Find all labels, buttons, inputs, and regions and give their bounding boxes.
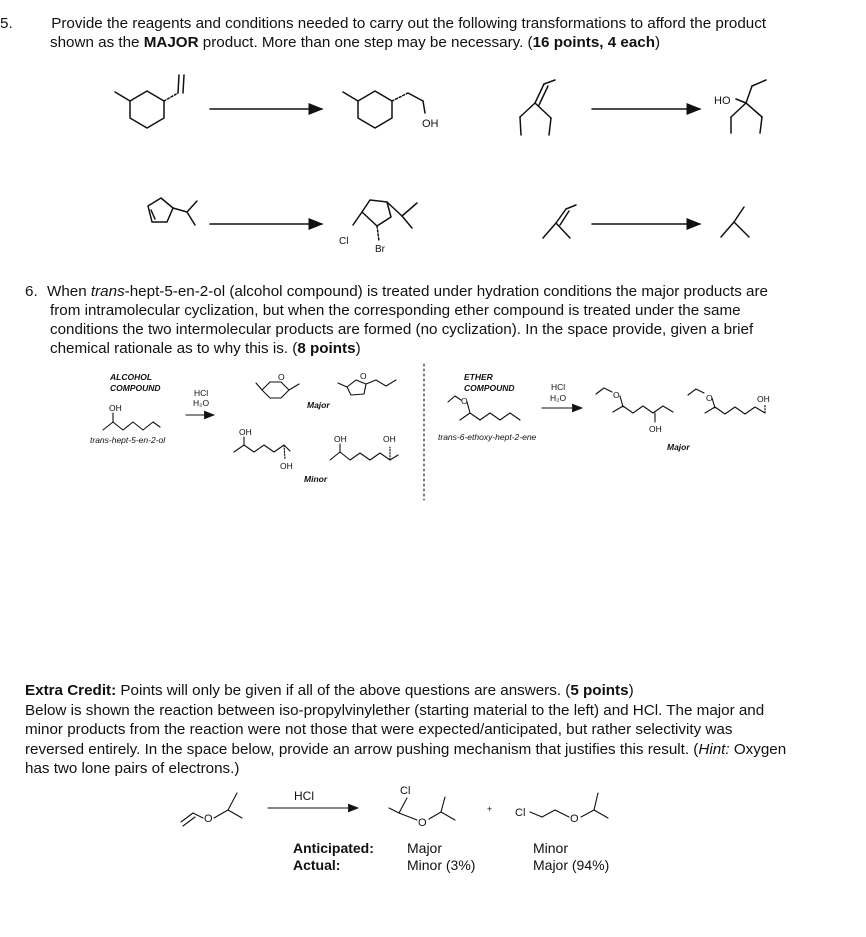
alcohol-minor-label: Minor <box>304 474 328 484</box>
q5-reaction1-product <box>343 91 425 128</box>
ether-major-product-2 <box>688 389 765 414</box>
q5-oh-label-1: OH <box>422 118 439 130</box>
product1-anticipated: Major <box>407 840 443 856</box>
ether-compound-structure <box>448 396 520 420</box>
q6-line1a: When <box>47 283 91 300</box>
major-product-tetrahydropyran <box>256 382 299 398</box>
actual-label: Actual: <box>293 857 341 873</box>
q5-reaction4-reactant <box>543 205 576 238</box>
q5-reaction3-product <box>353 200 417 241</box>
ec-line4a: reversed entirely. In the space below, provide an arrow pushing mechanism that justifies this result. ( <box>25 740 699 758</box>
ec-product1-cl-label: Cl <box>400 785 411 797</box>
q5-reaction2-product <box>731 80 766 133</box>
major-product-tetrahydrofuran <box>338 380 396 395</box>
q5-major-emphasis: MAJOR <box>143 34 199 51</box>
ec-line1: Points will only be given if all of the above questions are answers. ( <box>116 682 571 699</box>
ether-reagent-1: HCl <box>551 382 566 392</box>
alcohol-reagent-1: HCl <box>194 388 209 398</box>
alcohol-oh-label: OH <box>109 403 122 413</box>
ec-reagent-hcl: HCl <box>294 789 314 803</box>
q5-reaction4-product <box>721 207 749 237</box>
question-number: 5. <box>0 15 13 32</box>
q6-trans-italic: trans <box>90 283 125 300</box>
ec-plus-sign: + <box>487 804 493 814</box>
ether-product2-o-label: O <box>706 393 713 403</box>
q6-line3: conditions the two intermolecular products are formed (no cyclization). In the space provide, given a brief <box>50 321 754 338</box>
result-row-labels <box>293 840 374 874</box>
ec-product1-o-label: O <box>418 817 427 829</box>
ether-major-label: Major <box>667 442 690 452</box>
alcohol-reagent-2: H₂O <box>193 398 210 408</box>
q5-cl-label: Cl <box>339 236 349 247</box>
q5-line1: Provide the reagents and conditions needed to carry out the following transformations to afford the product <box>51 15 767 32</box>
product1-results <box>407 840 475 874</box>
ec-line4b: Oxygen <box>729 740 787 758</box>
diol2-oh-left: OH <box>334 434 347 444</box>
extra-credit-text <box>25 681 840 779</box>
question-number: 6. <box>25 283 38 300</box>
alcohol-major-label: Major <box>307 400 330 410</box>
extra-credit-title: Extra Credit: <box>25 682 117 699</box>
ec-points: 5 points <box>570 682 629 699</box>
alcohol-title-2: COMPOUND <box>110 383 161 393</box>
q5-ho-label: HO <box>714 95 731 107</box>
product1-actual: Minor (3%) <box>407 857 476 873</box>
q5-reaction2-reactant <box>520 80 555 135</box>
q6-points: 8 points <box>297 340 356 357</box>
minor-product-diol-1 <box>234 437 290 459</box>
product-beta-chloro-ether <box>530 793 608 818</box>
thf-o-label: O <box>360 371 367 381</box>
ether-title-2: COMPOUND <box>464 383 515 393</box>
ec-product2-o-label: O <box>570 813 579 825</box>
product2-results <box>533 840 609 874</box>
q6-line1b: -hept-5-en-2-ol (alcohol compound) is treated under hydration conditions the major products are <box>124 283 768 300</box>
ec-hint-italic: Hint: <box>698 740 730 758</box>
ether-reagent-2: H₂O <box>550 393 567 403</box>
diol1-oh-top: OH <box>239 427 252 437</box>
ether-major-product-1 <box>596 388 673 422</box>
q5-line2-end: ) <box>654 34 661 51</box>
ec-reactant-o-label: O <box>204 813 213 825</box>
ec-line3: minor products from the reaction were not those that were expected/anticipated, but rather selectivity was <box>25 721 733 738</box>
ether-product1-oh-label: OH <box>649 424 662 434</box>
diol1-oh-bottom: OH <box>280 461 293 471</box>
q6-line4c: ) <box>355 340 361 357</box>
q6-line2: from intramolecular cyclization, but when the corresponding ether compound is treated under the same <box>50 302 741 319</box>
ec-product2-cl-label: Cl <box>515 807 526 819</box>
q5-reaction1-reactant <box>115 75 184 128</box>
minor-product-diol-2 <box>330 444 398 460</box>
ec-line1c: ) <box>628 682 634 699</box>
ether-title-1: ETHER <box>464 372 493 382</box>
ether-product2-oh-label: OH <box>757 394 770 404</box>
ether-product1-o-label: O <box>613 390 620 400</box>
diol2-oh-right: OH <box>383 434 396 444</box>
anticipated-label: Anticipated: <box>293 840 374 856</box>
ec-line2: Below is shown the reaction between iso-propylvinylether (starting material to the left) and HCl. The major and <box>25 701 765 719</box>
thp-o-label: O <box>278 372 285 382</box>
q5-br-label: Br <box>375 244 385 255</box>
product2-actual: Major (94%) <box>533 857 610 873</box>
ether-name: trans-6-ethoxy-hept-2-ene <box>438 432 537 442</box>
alcohol-title-1: ALCOHOL <box>110 372 153 382</box>
q5-line2-mid: product. More than one step may be necessary. ( <box>198 34 533 51</box>
alcohol-compound-structure <box>103 413 160 430</box>
ether-o-label: O <box>461 396 468 406</box>
q5-reaction3-reactant <box>148 198 197 225</box>
question-6-text <box>25 282 840 358</box>
product2-anticipated: Minor <box>533 840 569 856</box>
q5-points: 16 points, 4 each <box>532 34 655 51</box>
q5-line2-pre: shown as the <box>50 34 144 51</box>
q6-line4a: chemical rationale as to why this is. ( <box>50 340 298 357</box>
ec-line5: has two lone pairs of electrons.) <box>25 760 240 777</box>
alcohol-name: trans-hept-5-en-2-ol <box>90 435 166 445</box>
